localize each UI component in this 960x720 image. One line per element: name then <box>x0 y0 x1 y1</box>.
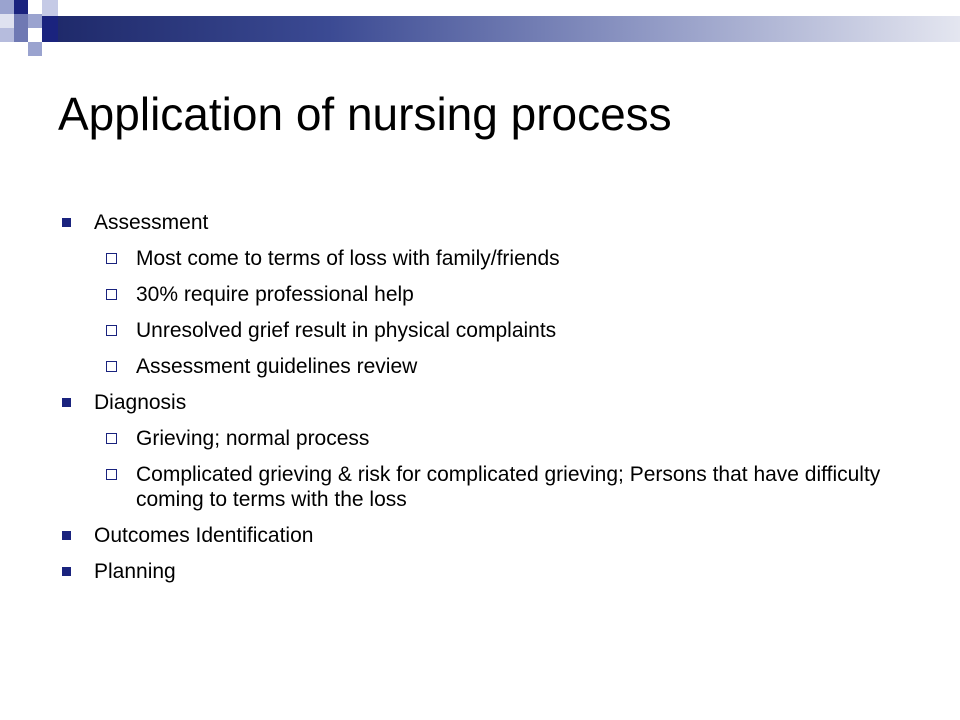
sub-bullet-text: Unresolved grief result in physical complaints <box>136 319 557 342</box>
decor-square-icon <box>42 0 58 16</box>
sub-bullet <box>94 426 918 451</box>
header-decoration <box>0 0 960 60</box>
filled-square-bullet-icon <box>62 218 71 227</box>
decor-square-icon <box>0 28 14 42</box>
hollow-square-bullet-icon <box>106 361 117 372</box>
hollow-square-bullet-icon <box>106 289 117 300</box>
sub-bullet-text: Complicated grieving & risk for complicated grieving; Persons that have difficulty coming to terms with the loss <box>136 463 881 511</box>
filled-square-bullet-icon <box>62 398 71 407</box>
bullet-outcomes-identification <box>58 523 918 548</box>
hollow-square-bullet-icon <box>106 325 117 336</box>
filled-square-bullet-icon <box>62 531 71 540</box>
sub-bullet <box>94 318 918 343</box>
bullet-text: Diagnosis <box>94 391 187 414</box>
bullet-planning <box>58 559 918 584</box>
decor-square-icon <box>0 14 14 28</box>
sub-bullet <box>94 282 918 307</box>
bullet-assessment <box>58 210 918 235</box>
decor-square-icon <box>28 14 42 28</box>
hollow-square-bullet-icon <box>106 469 117 480</box>
decor-square-icon <box>0 0 14 14</box>
sub-bullet-text: Assessment guidelines review <box>136 355 418 378</box>
bullet-text: Outcomes Identification <box>94 524 314 547</box>
sub-bullet <box>94 354 918 379</box>
decor-square-icon <box>42 16 58 42</box>
header-gradient-bar <box>58 16 960 42</box>
decor-square-icon <box>14 0 28 14</box>
bullet-text: Assessment <box>94 211 209 234</box>
sub-bullet-text: Grieving; normal process <box>136 427 370 450</box>
bullet-list <box>58 210 918 595</box>
filled-square-bullet-icon <box>62 567 71 576</box>
slide-title: Application of nursing process <box>58 88 672 140</box>
sub-bullet-text: 30% require professional help <box>136 283 414 306</box>
sub-bullet-text: Most come to terms of loss with family/friends <box>136 247 560 270</box>
sub-bullet <box>94 246 918 271</box>
hollow-square-bullet-icon <box>106 433 117 444</box>
bullet-diagnosis <box>58 390 918 415</box>
decor-square-icon <box>14 14 28 42</box>
hollow-square-bullet-icon <box>106 253 117 264</box>
sub-bullet <box>94 462 918 512</box>
bullet-text: Planning <box>94 560 176 583</box>
decor-square-icon <box>28 42 42 56</box>
